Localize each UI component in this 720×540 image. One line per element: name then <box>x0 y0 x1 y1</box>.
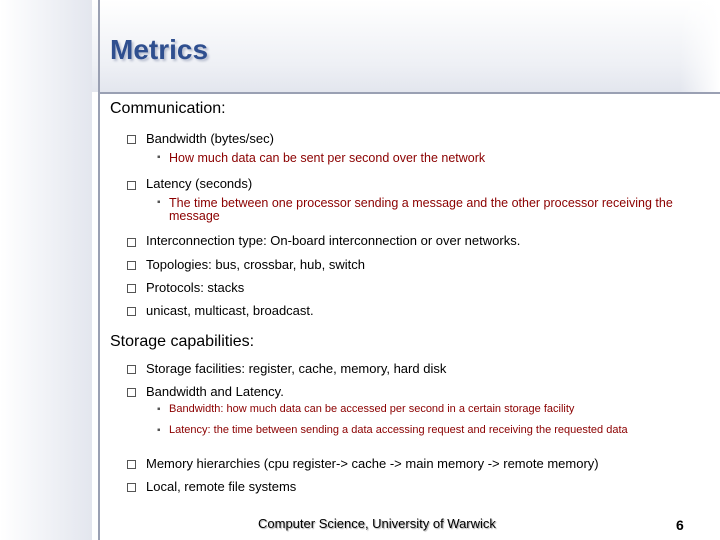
slide-footer: Computer Science, University of Warwick <box>258 516 496 531</box>
checkbox-square-icon <box>127 238 137 248</box>
sub-item-text: Bandwidth: how much data can be accessed per second in a certain storage facility <box>169 403 575 415</box>
checkbox-square-icon <box>127 135 137 145</box>
list-item: Storage facilities: register, cache, memory, hard disk <box>146 361 447 376</box>
list-item: unicast, multicast, broadcast. <box>146 303 314 318</box>
checkbox-square-icon <box>127 365 137 375</box>
sub-item-text: The time between one processor sending a message and the other processor receiving the message <box>169 196 673 223</box>
list-item: Local, remote file systems <box>146 479 297 494</box>
list-item: Topologies: bus, crossbar, hub, switch <box>146 257 365 272</box>
sub-item-text: Latency: the time between sending a data accessing request and receiving the requested data <box>169 424 628 436</box>
list-item: Bandwidth (bytes/sec) <box>146 131 274 146</box>
checkbox-square-icon <box>127 483 137 493</box>
checkbox-square-icon <box>127 181 137 191</box>
slide-title: Metrics <box>110 34 209 65</box>
section-heading-storage: Storage capabilities: <box>110 333 255 350</box>
page-number: 6 <box>676 517 684 533</box>
list-item: Protocols: stacks <box>146 280 245 295</box>
section-heading-communication: Communication: <box>110 100 226 117</box>
left-decor-band <box>0 0 92 540</box>
sub-item-text: How much data can be sent per second over the network <box>169 151 486 165</box>
list-item: Memory hierarchies (cpu register-> cache -> main memory -> remote memory) <box>146 456 599 471</box>
small-square-bullet-icon: ▪ <box>157 425 161 436</box>
small-square-bullet-icon: ▪ <box>157 404 161 415</box>
checkbox-square-icon <box>127 284 137 294</box>
top-right-fade <box>680 0 720 92</box>
checkbox-square-icon <box>127 307 137 317</box>
small-square-bullet-icon: ▪ <box>157 152 161 163</box>
vertical-rule <box>98 0 100 540</box>
list-item: Interconnection type: On-board interconnection or over networks. <box>146 233 521 248</box>
horizontal-rule <box>98 92 720 94</box>
checkbox-square-icon <box>127 261 137 271</box>
checkbox-square-icon <box>127 388 137 398</box>
small-square-bullet-icon: ▪ <box>157 197 161 208</box>
checkbox-square-icon <box>127 460 137 470</box>
list-item: Bandwidth and Latency. <box>146 384 284 399</box>
list-item: Latency (seconds) <box>146 176 253 191</box>
